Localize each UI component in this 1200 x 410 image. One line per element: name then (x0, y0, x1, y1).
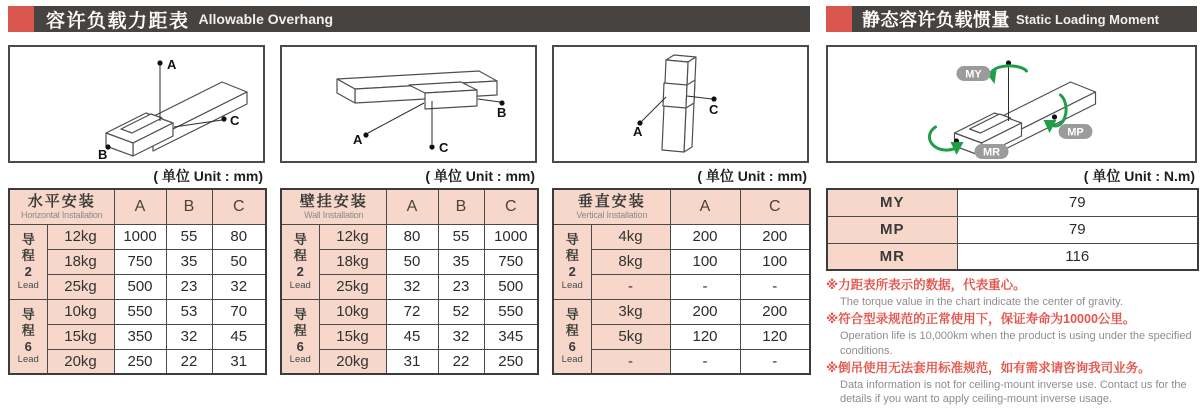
section-title-zh: 静态容许负载惯量 (862, 10, 1010, 30)
moment-value-mp: 79 (957, 216, 1198, 243)
table-row (9, 324, 266, 349)
unit-label-nm: ( 单位 Unit : N.m) (1083, 168, 1195, 184)
col-header-b: B (166, 189, 212, 224)
value-b: 53 (166, 299, 212, 324)
load-cell: 18kg (319, 249, 386, 274)
load-cell: 12kg (319, 224, 386, 249)
value-b: 52 (438, 299, 484, 324)
value-c: 1000 (484, 224, 538, 249)
value-c: 80 (212, 224, 266, 249)
table-row (9, 349, 266, 374)
table-row (553, 274, 810, 299)
value-a: 250 (114, 349, 166, 374)
load-cell: 3kg (591, 299, 670, 324)
value-c: 32 (212, 274, 266, 299)
vertical-diagram-box (552, 45, 809, 163)
section-header-bar (34, 6, 810, 32)
lead-6-cell: 导程6 Lead (281, 299, 319, 374)
value-a: 50 (386, 249, 438, 274)
load-cell: 12kg (47, 224, 114, 249)
load-cell: - (591, 274, 670, 299)
footnote-en: Operation life is 10,000km when the product is using under the specified conditions. (840, 330, 1192, 357)
value-b: 55 (166, 224, 212, 249)
wall-diagram-box (280, 45, 537, 163)
red-accent-square (8, 6, 34, 32)
unit-label-mm: ( 单位 Unit : mm) (153, 168, 263, 184)
load-cell: - (591, 349, 670, 374)
static-moment-table (826, 188, 1199, 271)
value-c: 500 (484, 274, 538, 299)
value-a: 120 (670, 324, 740, 349)
value-b: 22 (438, 349, 484, 374)
value-c: 31 (212, 349, 266, 374)
footnote-zh: ※倒吊使用无法套用标准规范，如有需求请咨询我司业务。 (826, 361, 1151, 376)
load-cell: 8kg (591, 249, 670, 274)
table-row (553, 249, 810, 274)
installation-columns (8, 45, 810, 375)
col-header-a: A (114, 189, 166, 224)
value-a: 1000 (114, 224, 166, 249)
allowable-overhang-section (8, 6, 810, 375)
value-a: 31 (386, 349, 438, 374)
load-cell: 15kg (319, 324, 386, 349)
horizontal-installation-table (8, 188, 267, 375)
table-row (9, 299, 266, 324)
diagram-label-a: A (167, 57, 177, 72)
value-a: 45 (386, 324, 438, 349)
table-row (281, 249, 538, 274)
horizontal-mount-diagram-icon (10, 47, 263, 161)
value-c: 550 (484, 299, 538, 324)
value-c: 70 (212, 299, 266, 324)
moment-diagram-icon (828, 47, 1195, 161)
table-row (553, 349, 810, 374)
value-a: 500 (114, 274, 166, 299)
moment-value-mr: 116 (957, 243, 1198, 270)
table-row (827, 243, 1198, 270)
diagram-label-a: A (633, 124, 643, 139)
section-header-bar (852, 6, 1197, 32)
mr-badge-label: MR (982, 146, 1001, 159)
table-row (281, 324, 538, 349)
value-c: - (740, 349, 810, 374)
load-cell: 10kg (47, 299, 114, 324)
value-c: 45 (212, 324, 266, 349)
wall-mount-diagram-icon (282, 47, 535, 161)
col-header-c: C (484, 189, 538, 224)
diagram-label-c: C (439, 140, 449, 155)
lead-2-cell: 导程2 Lead (553, 224, 591, 299)
table-title-cell: 水平安装 Horizontal Installation (9, 189, 114, 224)
value-c: 100 (740, 249, 810, 274)
lead-6-cell: 导程6 Lead (553, 299, 591, 374)
footnotes (826, 276, 1197, 407)
col-header-b: B (438, 189, 484, 224)
wall-installation-column (280, 45, 537, 375)
value-c: 120 (740, 324, 810, 349)
section-title-en: Static Loading Moment (1016, 11, 1159, 27)
footnote-en: Data information is not for ceiling-mount inverse use. Contact us for the details if you want to apply ceiling-mount inverse usage. (840, 378, 1187, 406)
diagram-label-b: B (497, 105, 507, 120)
table-title-cell: 壁挂安装 Wall Installation (281, 189, 386, 224)
load-cell: 20kg (319, 349, 386, 374)
vertical-mount-diagram-icon (554, 47, 807, 161)
diagram-label-a: A (353, 132, 363, 147)
load-cell: 10kg (319, 299, 386, 324)
moment-diagram-box (826, 45, 1197, 163)
footnote (826, 359, 1197, 407)
load-cell: 25kg (47, 274, 114, 299)
value-a: 32 (386, 274, 438, 299)
table-row (827, 189, 1198, 216)
table-title-cell: 垂直安装 Vertical Installation (553, 189, 670, 224)
value-a: - (670, 274, 740, 299)
value-a: - (670, 349, 740, 374)
load-cell: 4kg (591, 224, 670, 249)
unit-label-mm: ( 单位 Unit : mm) (697, 168, 807, 184)
value-a: 200 (670, 299, 740, 324)
section-header-static-loading-moment (826, 6, 1197, 32)
moment-label-mr: MR (827, 243, 957, 270)
footnote-zh: ※符合型录规范的正常使用下，保证寿命为10000公里。 (826, 312, 1136, 327)
table-header-row (553, 189, 810, 224)
value-c: 200 (740, 224, 810, 249)
table-header-row (9, 189, 266, 224)
value-b: 23 (166, 274, 212, 299)
section-header-allowable-overhang (8, 6, 810, 32)
load-cell: 20kg (47, 349, 114, 374)
col-header-a: A (670, 189, 740, 224)
value-a: 72 (386, 299, 438, 324)
footnote (826, 276, 1197, 309)
section-title-en: Allowable Overhang (198, 11, 334, 27)
table-row (827, 216, 1198, 243)
value-b: 35 (438, 249, 484, 274)
diagram-label-c: C (230, 113, 240, 128)
value-c: 750 (484, 249, 538, 274)
load-cell: 5kg (591, 324, 670, 349)
moment-value-my: 79 (957, 189, 1198, 216)
col-header-c: C (212, 189, 266, 224)
value-b: 55 (438, 224, 484, 249)
value-b: 23 (438, 274, 484, 299)
value-a: 550 (114, 299, 166, 324)
my-badge-label: MY (965, 68, 982, 81)
value-c: 250 (484, 349, 538, 374)
value-a: 80 (386, 224, 438, 249)
horizontal-diagram-box (8, 45, 265, 163)
lead-2-cell: 导程2 Lead (9, 224, 47, 299)
unit-label-mm: ( 单位 Unit : mm) (425, 168, 535, 184)
table-header-row (281, 189, 538, 224)
lead-2-cell: 导程2 Lead (281, 224, 319, 299)
table-row (9, 249, 266, 274)
vertical-installation-column (552, 45, 809, 375)
footnote-zh: ※力距表所表示的数据，代表重心。 (826, 278, 1026, 292)
load-cell: 25kg (319, 274, 386, 299)
lead-6-cell: 导程6 Lead (9, 299, 47, 374)
load-cell: 15kg (47, 324, 114, 349)
moment-label-my: MY (827, 189, 957, 216)
value-b: 22 (166, 349, 212, 374)
table-row (281, 224, 538, 249)
table-row (553, 224, 810, 249)
static-loading-moment-section (826, 6, 1197, 408)
diagram-label-b: B (98, 147, 108, 161)
diagram-label-c: C (709, 102, 719, 117)
footnote-en: The torque value in the chart indicate the center of gravity. (840, 295, 1123, 308)
wall-installation-table (280, 188, 539, 375)
value-b: 32 (438, 324, 484, 349)
table-row (9, 274, 266, 299)
value-a: 350 (114, 324, 166, 349)
col-header-c: C (740, 189, 810, 224)
value-c: 345 (484, 324, 538, 349)
value-a: 750 (114, 249, 166, 274)
table-row (9, 224, 266, 249)
table-row (281, 349, 538, 374)
red-accent-square (826, 6, 852, 32)
value-a: 200 (670, 224, 740, 249)
mp-badge-label: MP (1067, 126, 1084, 139)
value-b: 32 (166, 324, 212, 349)
moment-label-mp: MP (827, 216, 957, 243)
value-a: 100 (670, 249, 740, 274)
value-c: - (740, 274, 810, 299)
section-title-zh: 容许负载力距表 (46, 10, 190, 32)
value-c: 200 (740, 299, 810, 324)
value-b: 35 (166, 249, 212, 274)
vertical-installation-table (552, 188, 811, 375)
table-row (281, 299, 538, 324)
value-c: 50 (212, 249, 266, 274)
footnote (826, 310, 1197, 358)
table-row (553, 299, 810, 324)
table-row (553, 324, 810, 349)
load-cell: 18kg (47, 249, 114, 274)
table-row (281, 274, 538, 299)
horizontal-installation-column (8, 45, 265, 375)
col-header-a: A (386, 189, 438, 224)
